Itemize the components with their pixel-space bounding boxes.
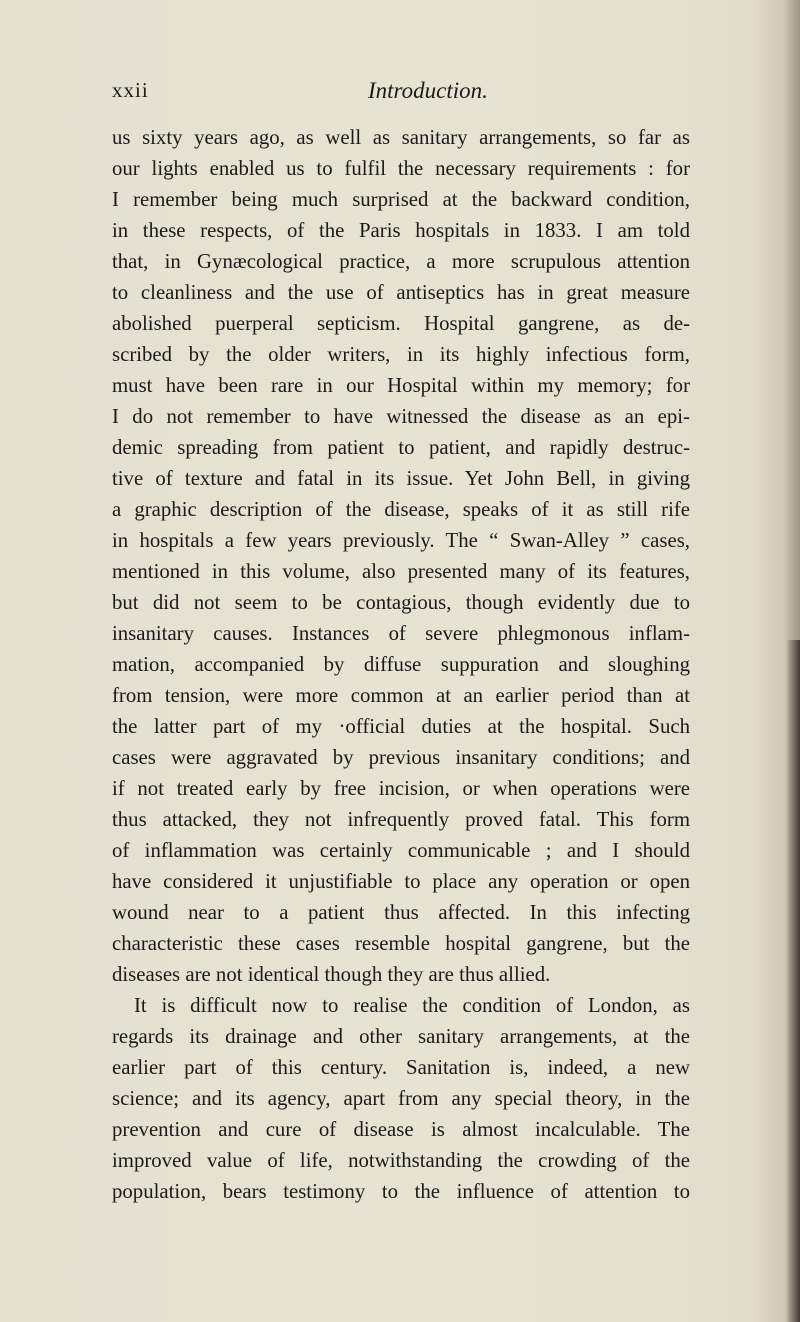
running-header bbox=[112, 78, 692, 108]
text-line: scribed by the older writers, in its highly infectious form, bbox=[112, 343, 690, 366]
text-line: It is difficult now to realise the condition of London, as bbox=[134, 994, 690, 1017]
text-line: in these respects, of the Paris hospitals in 1833. I am told bbox=[112, 219, 690, 242]
text-line: demic spreading from patient to patient, and rapidly destruc- bbox=[112, 436, 690, 459]
text-line: mation, accompanied by diffuse suppuration and sloughing bbox=[112, 653, 690, 676]
text-line: a graphic description of the disease, speaks of it as still rife bbox=[112, 498, 690, 521]
text-line: mentioned in this volume, also presented many of its features, bbox=[112, 560, 690, 583]
page-edge-shadow bbox=[786, 640, 800, 1322]
text-line: but did not seem to be contagious, though evidently due to bbox=[112, 591, 690, 614]
text-line: us sixty years ago, as well as sanitary arrangements, so far as bbox=[112, 126, 690, 149]
text-line: population, bears testimony to the influence of attention to bbox=[112, 1180, 690, 1203]
text-line: of inflammation was certainly communicable ; and I should bbox=[112, 839, 690, 862]
text-line: if not treated early by free incision, or when operations were bbox=[112, 777, 690, 800]
text-line: wound near to a patient thus affected. In this infecting bbox=[112, 901, 690, 924]
text-line: I do not remember to have witnessed the disease as an epi- bbox=[112, 405, 690, 428]
text-line: prevention and cure of disease is almost incalculable. The bbox=[112, 1118, 690, 1141]
running-title: Introduction. bbox=[368, 78, 488, 103]
text-line: regards its drainage and other sanitary arrangements, at the bbox=[112, 1025, 690, 1048]
text-line: thus attacked, they not infrequently proved fatal. This form bbox=[112, 808, 690, 831]
page-number: xxii bbox=[112, 78, 149, 102]
text-line: science; and its agency, apart from any special theory, in the bbox=[112, 1087, 690, 1110]
text-line: improved value of life, notwithstanding the crowding of the bbox=[112, 1149, 690, 1172]
text-line: to cleanliness and the use of antiseptics has in great measure bbox=[112, 281, 690, 304]
text-line: I remember being much surprised at the backward condition, bbox=[112, 188, 690, 211]
text-line: cases were aggravated by previous insanitary conditions; and bbox=[112, 746, 690, 769]
text-line: diseases are not identical though they are thus allied. bbox=[112, 963, 551, 986]
text-body bbox=[112, 122, 690, 1207]
text-line: from tension, were more common at an earlier period than at bbox=[112, 684, 690, 707]
text-line: that, in Gynæcological practice, a more scrupulous attention bbox=[112, 250, 690, 273]
text-line: characteristic these cases resemble hospital gangrene, but the bbox=[112, 932, 690, 955]
text-line: insanitary causes. Instances of severe phlegmonous inflam- bbox=[112, 622, 690, 645]
text-line: must have been rare in our Hospital within my memory; for bbox=[112, 374, 690, 397]
text-line: the latter part of my ·official duties at the hospital. Such bbox=[112, 715, 690, 738]
text-line: abolished puerperal septicism. Hospital gangrene, as de- bbox=[112, 312, 690, 335]
text-line: our lights enabled us to fulfil the necessary requirements : for bbox=[112, 157, 690, 180]
text-line: in hospitals a few years previously. The “ Swan-Alley ” cases, bbox=[112, 529, 690, 552]
text-line: earlier part of this century. Sanitation is, indeed, a new bbox=[112, 1056, 690, 1079]
text-line: have considered it unjustifiable to place any operation or open bbox=[112, 870, 690, 893]
text-line: tive of texture and fatal in its issue. Yet John Bell, in giving bbox=[112, 467, 690, 490]
